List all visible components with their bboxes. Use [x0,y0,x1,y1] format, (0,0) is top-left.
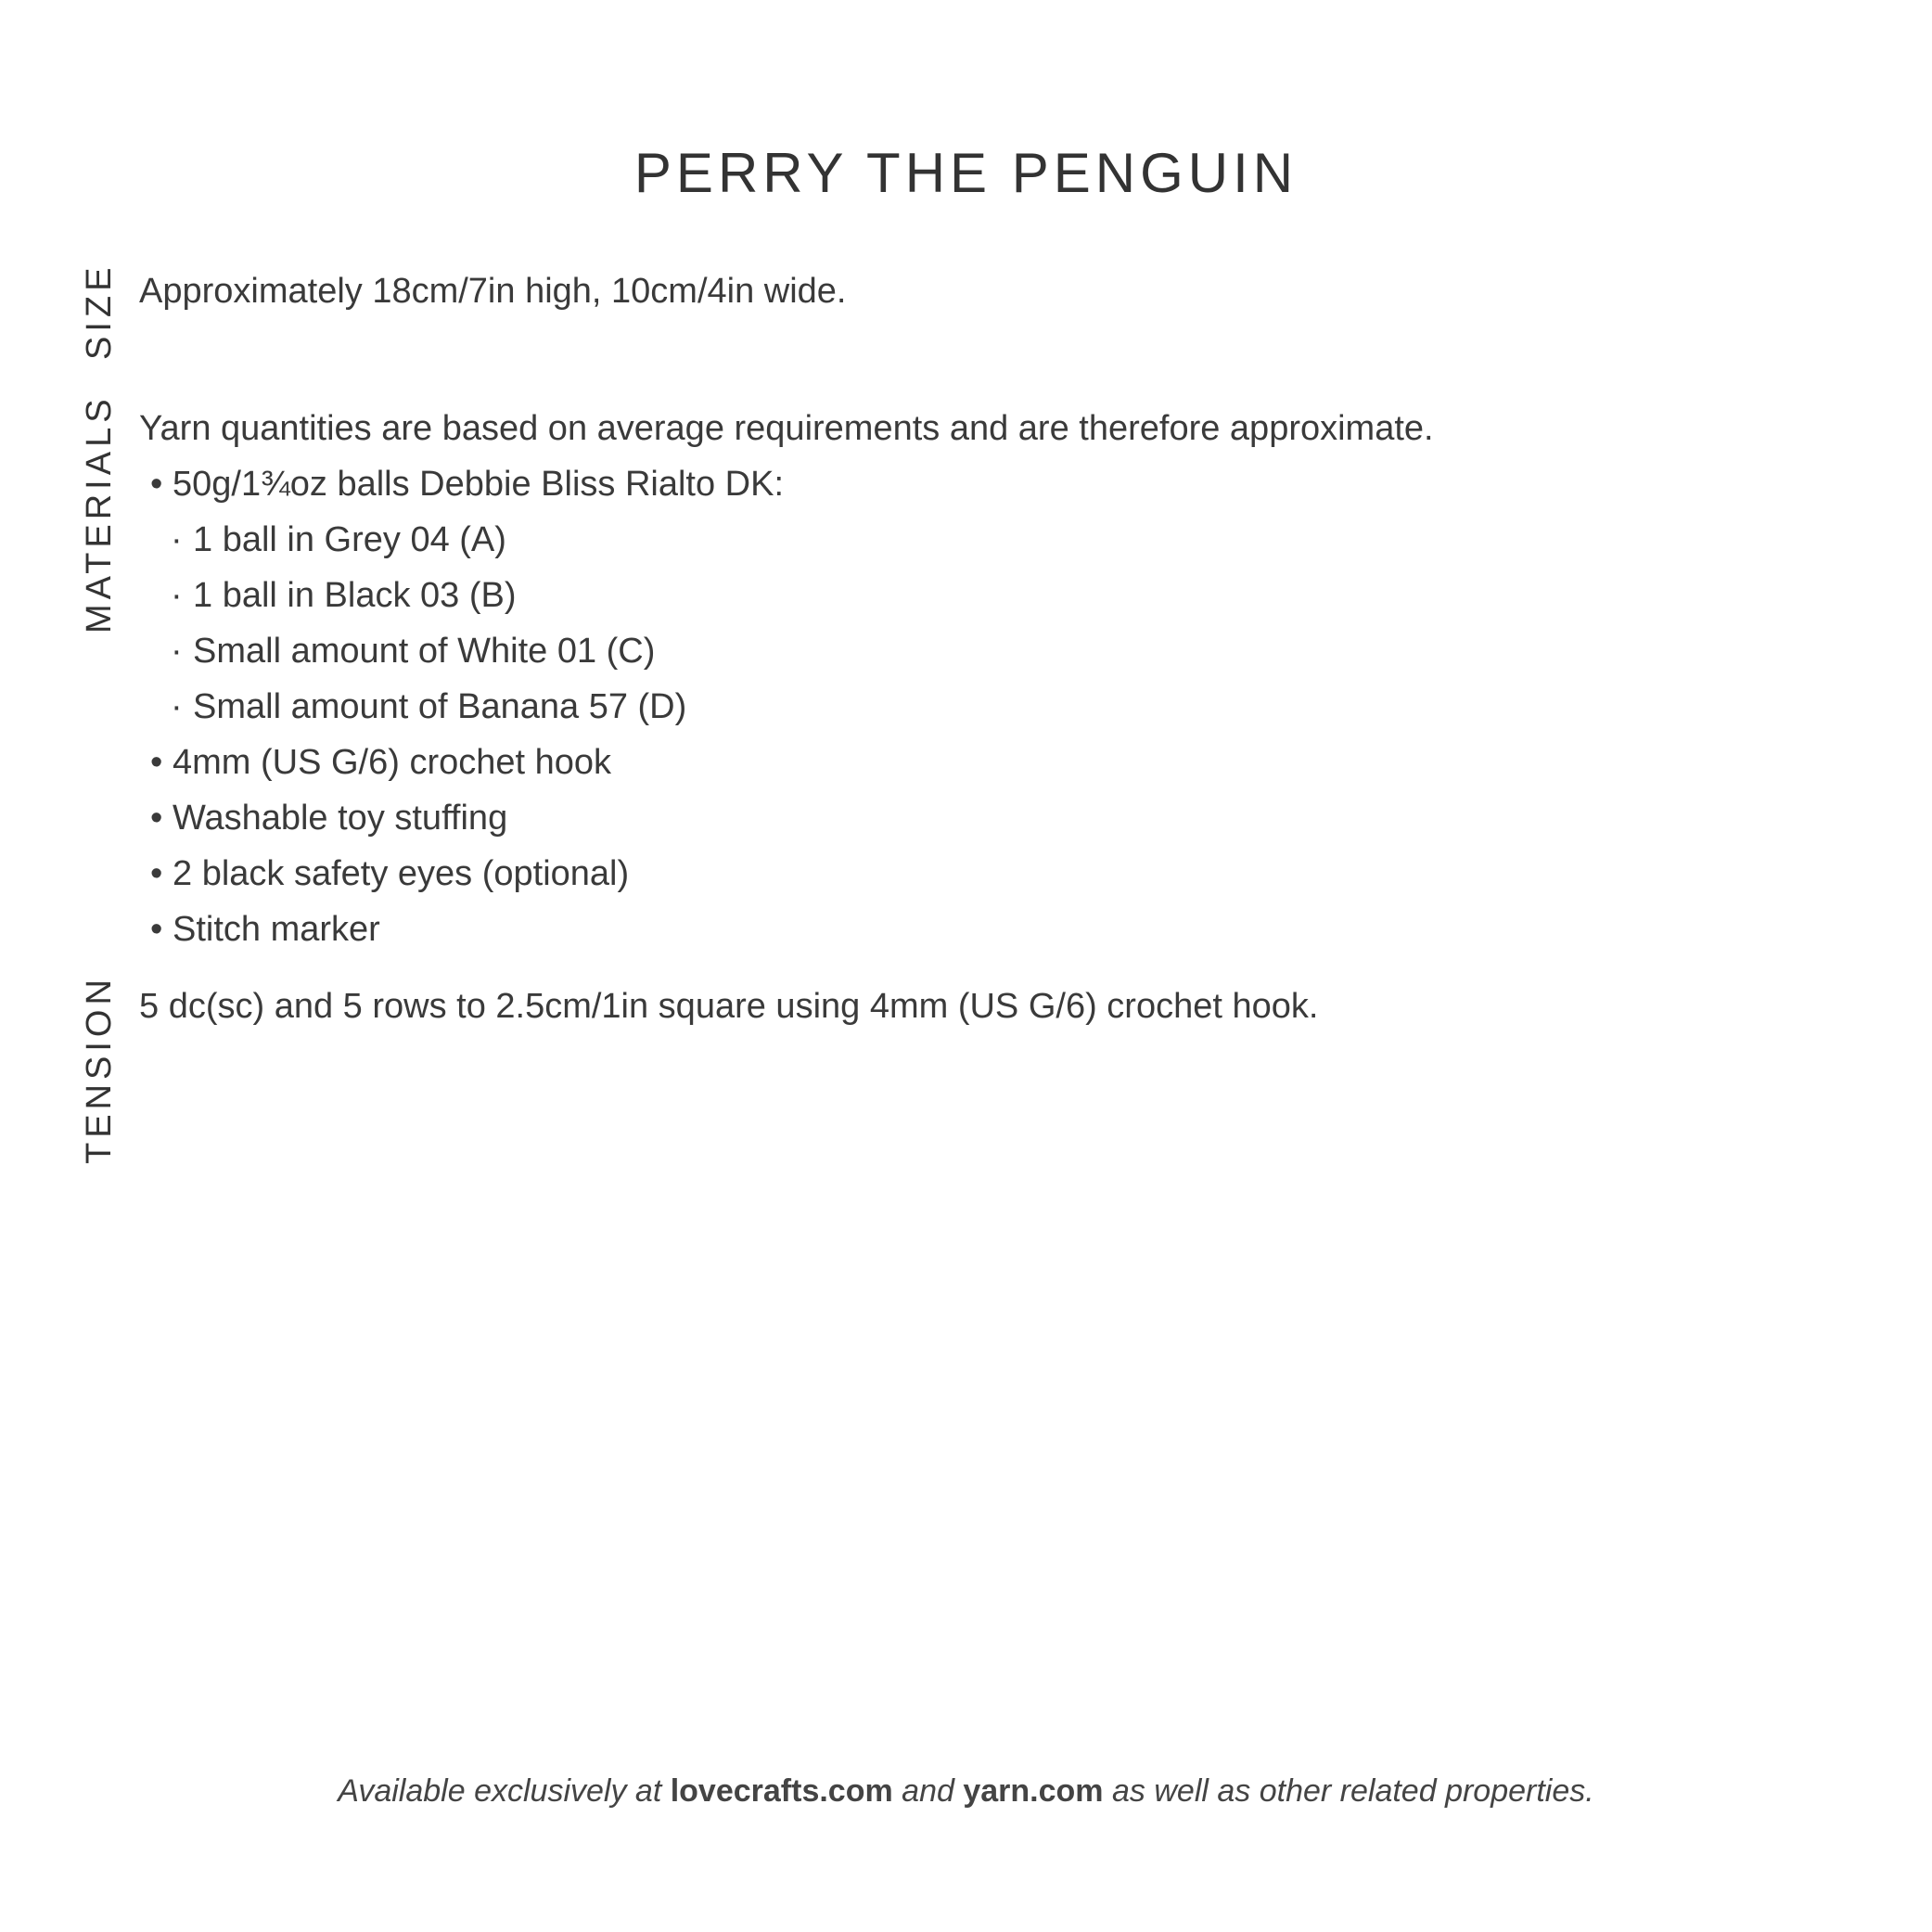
bullet-icon: • [150,743,163,782]
list-item: • Stitch marker [139,902,1434,957]
sub-bullet-icon: · [171,576,183,615]
tension-text: 5 dc(sc) and 5 rows to 2.5cm/1in square using 4mm (US G/6) crochet hook. [139,987,1319,1026]
footer-suffix: as well as other related properties. [1112,1773,1594,1809]
footer-and: and [902,1773,954,1809]
list-item: · Small amount of Banana 57 (D) [139,679,1434,735]
list-item: • 50g/1¾oz balls Debbie Bliss Rialto DK: [139,456,1434,512]
yarn-link[interactable]: yarn.com [963,1773,1104,1809]
materials-intro: Yarn quantities are based on average requirements and are therefore approximate. [139,409,1434,448]
bullet-icon: • [150,854,163,893]
list-item: · 1 ball in Grey 04 (A) [139,512,1434,568]
bullet-icon: • [150,910,163,949]
size-section-label: SIZE [80,262,119,360]
list-item: · Small amount of White 01 (C) [139,623,1434,679]
sub-bullet-icon: · [171,687,183,726]
bullet-icon: • [150,465,163,504]
tension-section-label: TENSION [80,975,119,1164]
size-text: Approximately 18cm/7in high, 10cm/4in wide. [139,272,847,311]
list-item: · 1 ball in Black 03 (B) [139,568,1434,623]
lovecrafts-link[interactable]: lovecrafts.com [670,1773,893,1809]
page-title: PERRY THE PENGUIN [633,142,1299,204]
list-item: • 4mm (US G/6) crochet hook [139,735,1434,790]
size-section [139,263,847,319]
materials-section [139,401,1434,957]
materials-section-label: MATERIALS [80,394,119,633]
footer-prefix: Available exclusively at [338,1773,662,1809]
footer-availability [0,1773,1932,1810]
list-item: • 2 black safety eyes (optional) [139,846,1434,902]
tension-section [139,979,1318,1034]
list-item: • Washable toy stuffing [139,790,1434,846]
sub-bullet-icon: · [171,520,183,559]
sub-bullet-icon: · [171,632,183,671]
bullet-icon: • [150,799,163,838]
